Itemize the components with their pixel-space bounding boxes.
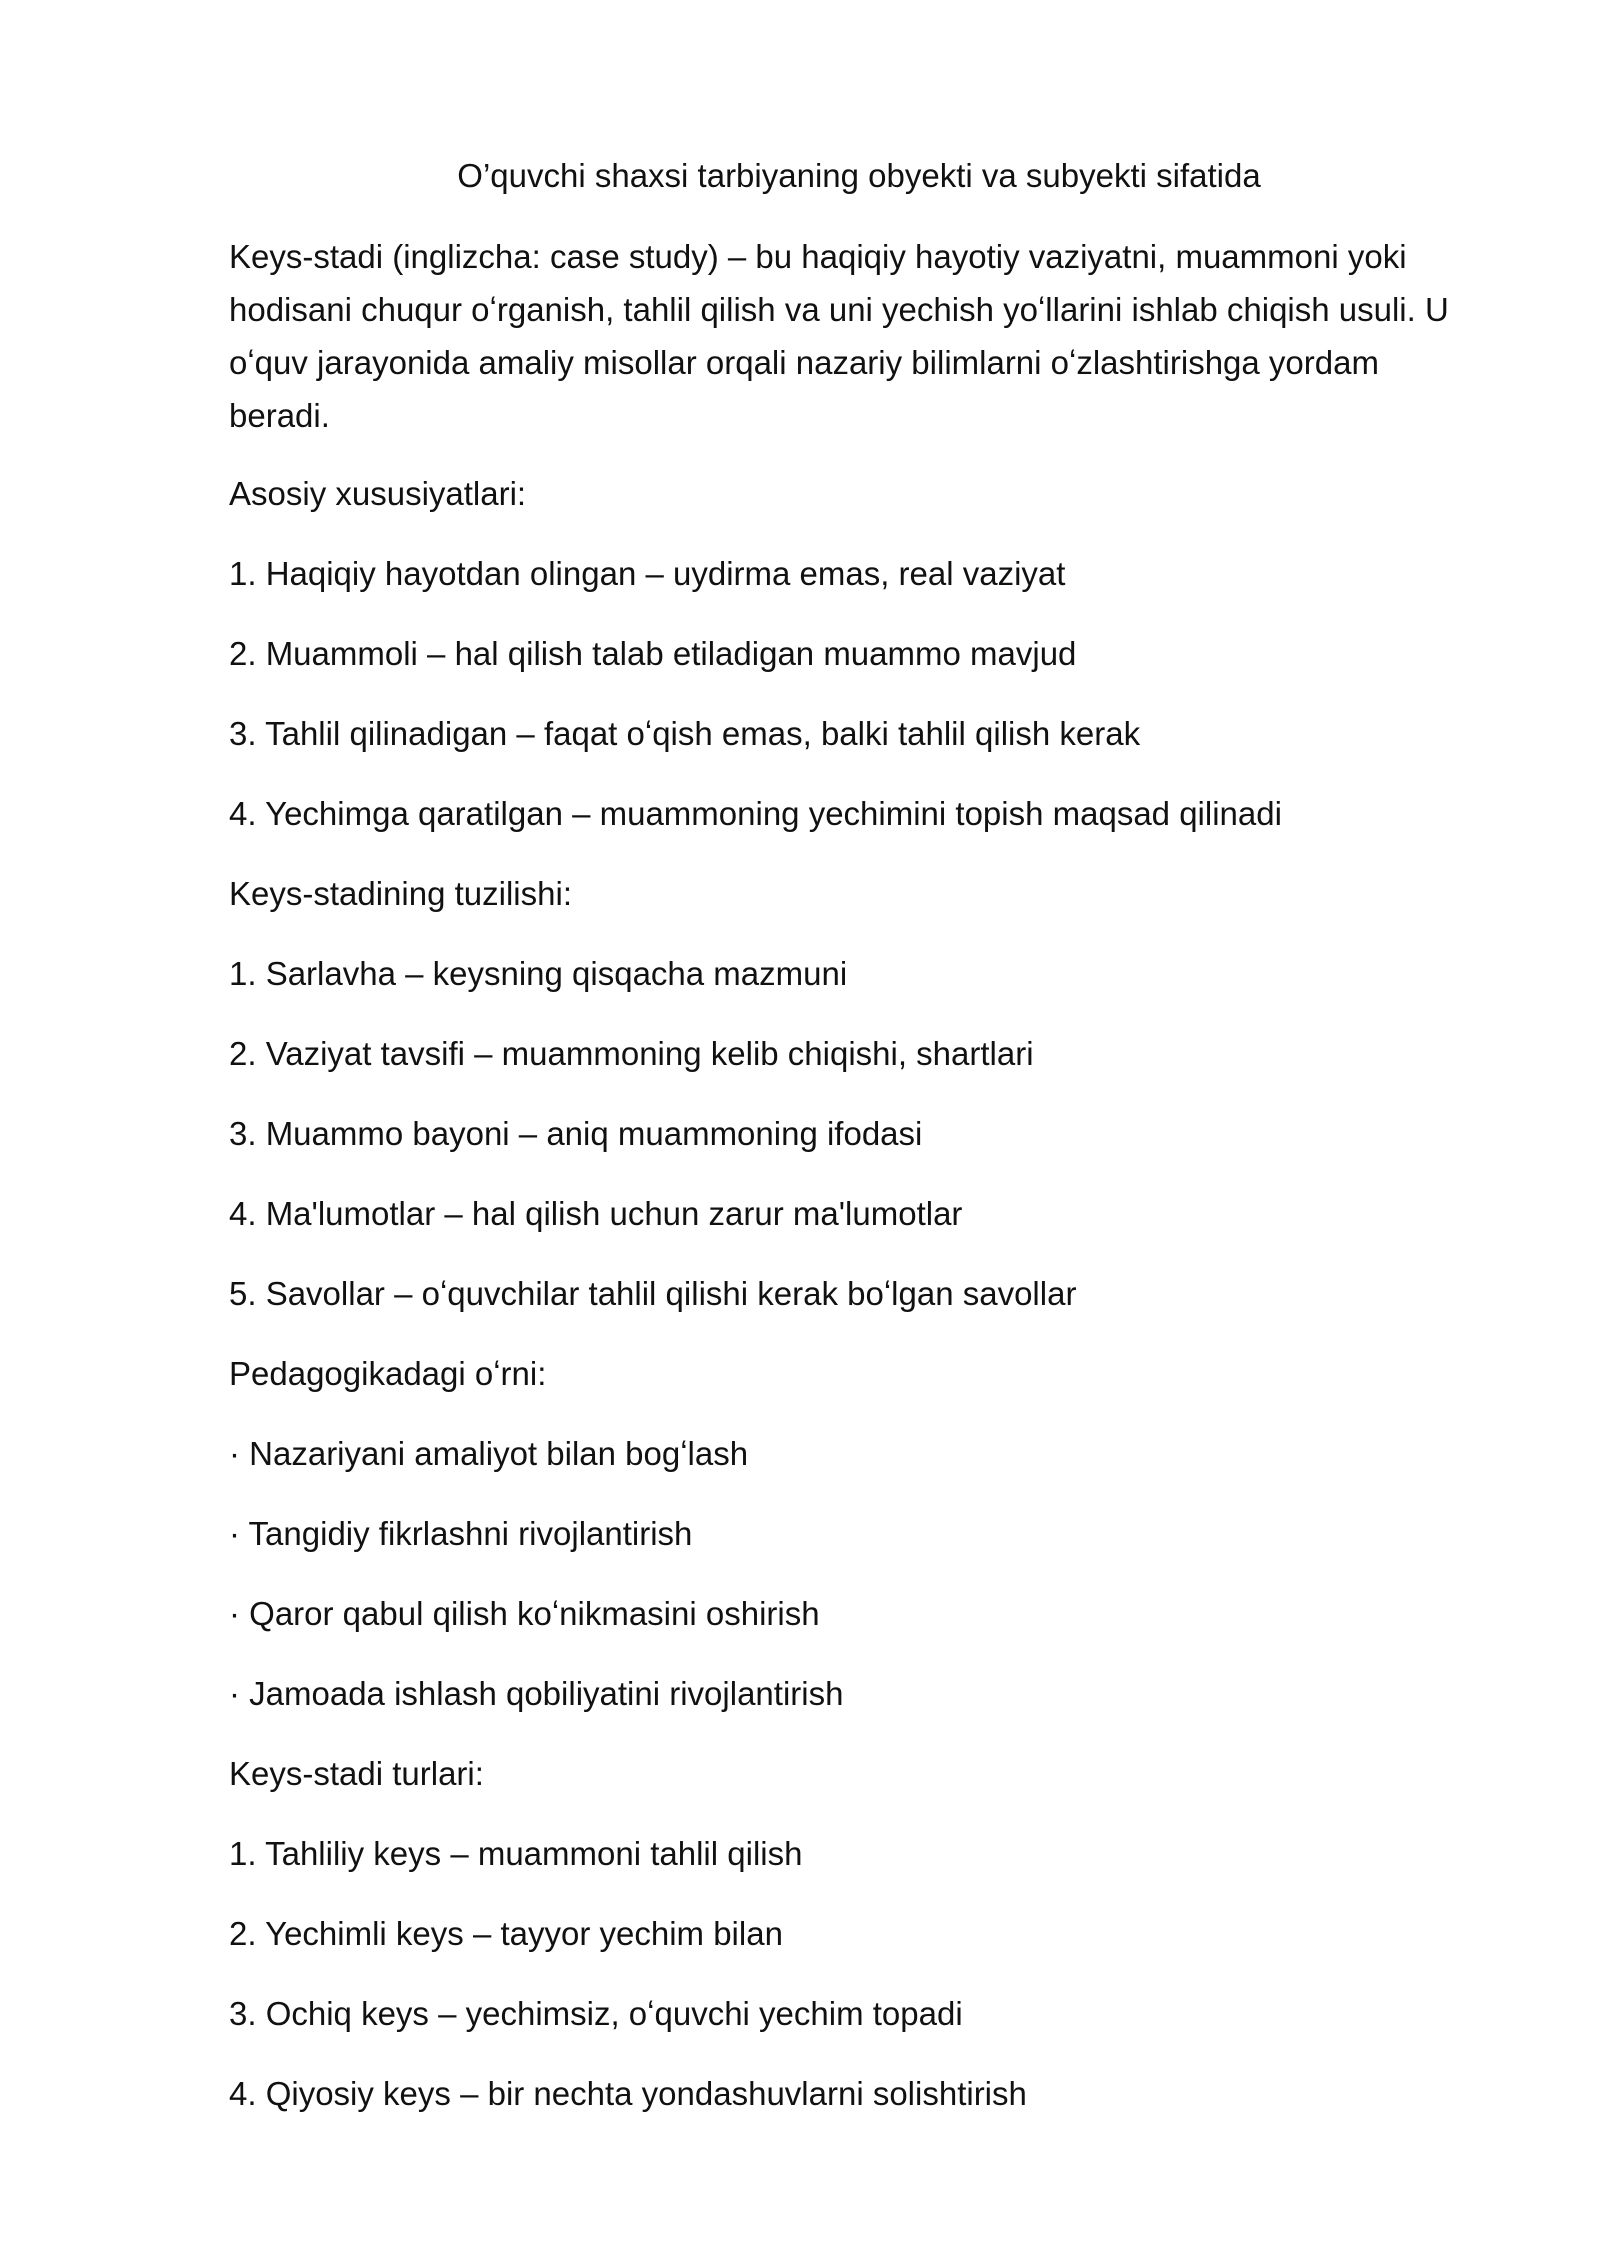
intro-paragraph: Keys-stadi (inglizcha: case study) – bu haqiqiy hayotiy vaziyatni, muammoni yoki hodisani chuqur oʻrganish, tahlil qilish va uni yechish yoʻllarini ishlab chiqish usuli. U oʻquv jarayonida amaliy misollar orqali nazariy bilimlarni oʻzlashtirishga yordam beradi. (229, 238, 1449, 434)
list-item: 1. Sarlavha – keysning qisqacha mazmuni (229, 955, 848, 992)
list-item: 2. Vaziyat tavsifi – muammoning kelib chiqishi, shartlari (229, 1035, 1034, 1072)
section-heading-features: Asosiy xususiyatlari: (229, 475, 527, 512)
list-item: 3. Tahlil qilinadigan – faqat oʻqish emas, balki tahlil qilish kerak (229, 715, 1141, 752)
document-title: O’quvchi shaxsi tarbiyaning obyekti va subyekti sifatida (457, 157, 1261, 194)
section-heading-types: Keys-stadi turlari: (229, 1755, 484, 1792)
bullet-item: · Qaror qabul qilish koʻnikmasini oshirish (229, 1595, 820, 1632)
list-item: 4. Ma'lumotlar – hal qilish uchun zarur ma'lumotlar (229, 1195, 963, 1232)
bullet-item: · Tangidiy fikrlashni rivojlantirish (229, 1515, 693, 1552)
list-item: 1. Haqiqiy hayotdan olingan – uydirma emas, real vaziyat (229, 555, 1066, 592)
list-item: 4. Yechimga qaratilgan – muammoning yechimini topish maqsad qilinadi (229, 795, 1282, 832)
list-item: 2. Yechimli keys – tayyor yechim bilan (229, 1915, 783, 1952)
list-item: 4. Qiyosiy keys – bir nechta yondashuvlarni solishtirish (229, 2075, 1027, 2112)
document-body (229, 150, 1489, 2148)
section-heading-structure: Keys-stadining tuzilishi: (229, 875, 572, 912)
list-item: 2. Muammoli – hal qilish talab etiladigan muammo mavjud (229, 635, 1077, 672)
bullet-item: · Nazariyani amaliyot bilan bogʻlash (229, 1435, 749, 1472)
list-item: 3. Muammo bayoni – aniq muammoning ifodasi (229, 1115, 923, 1152)
section-heading-role: Pedagogikadagi oʻrni: (229, 1355, 547, 1392)
list-item: 5. Savollar – oʻquvchilar tahlil qilishi kerak boʻlgan savollar (229, 1275, 1077, 1312)
list-item: 1. Tahliliy keys – muammoni tahlil qilish (229, 1835, 803, 1872)
list-item: 3. Ochiq keys – yechimsiz, oʻquvchi yechim topadi (229, 1995, 963, 2032)
bullet-item: · Jamoada ishlash qobiliyatini rivojlantirish (229, 1675, 844, 1712)
